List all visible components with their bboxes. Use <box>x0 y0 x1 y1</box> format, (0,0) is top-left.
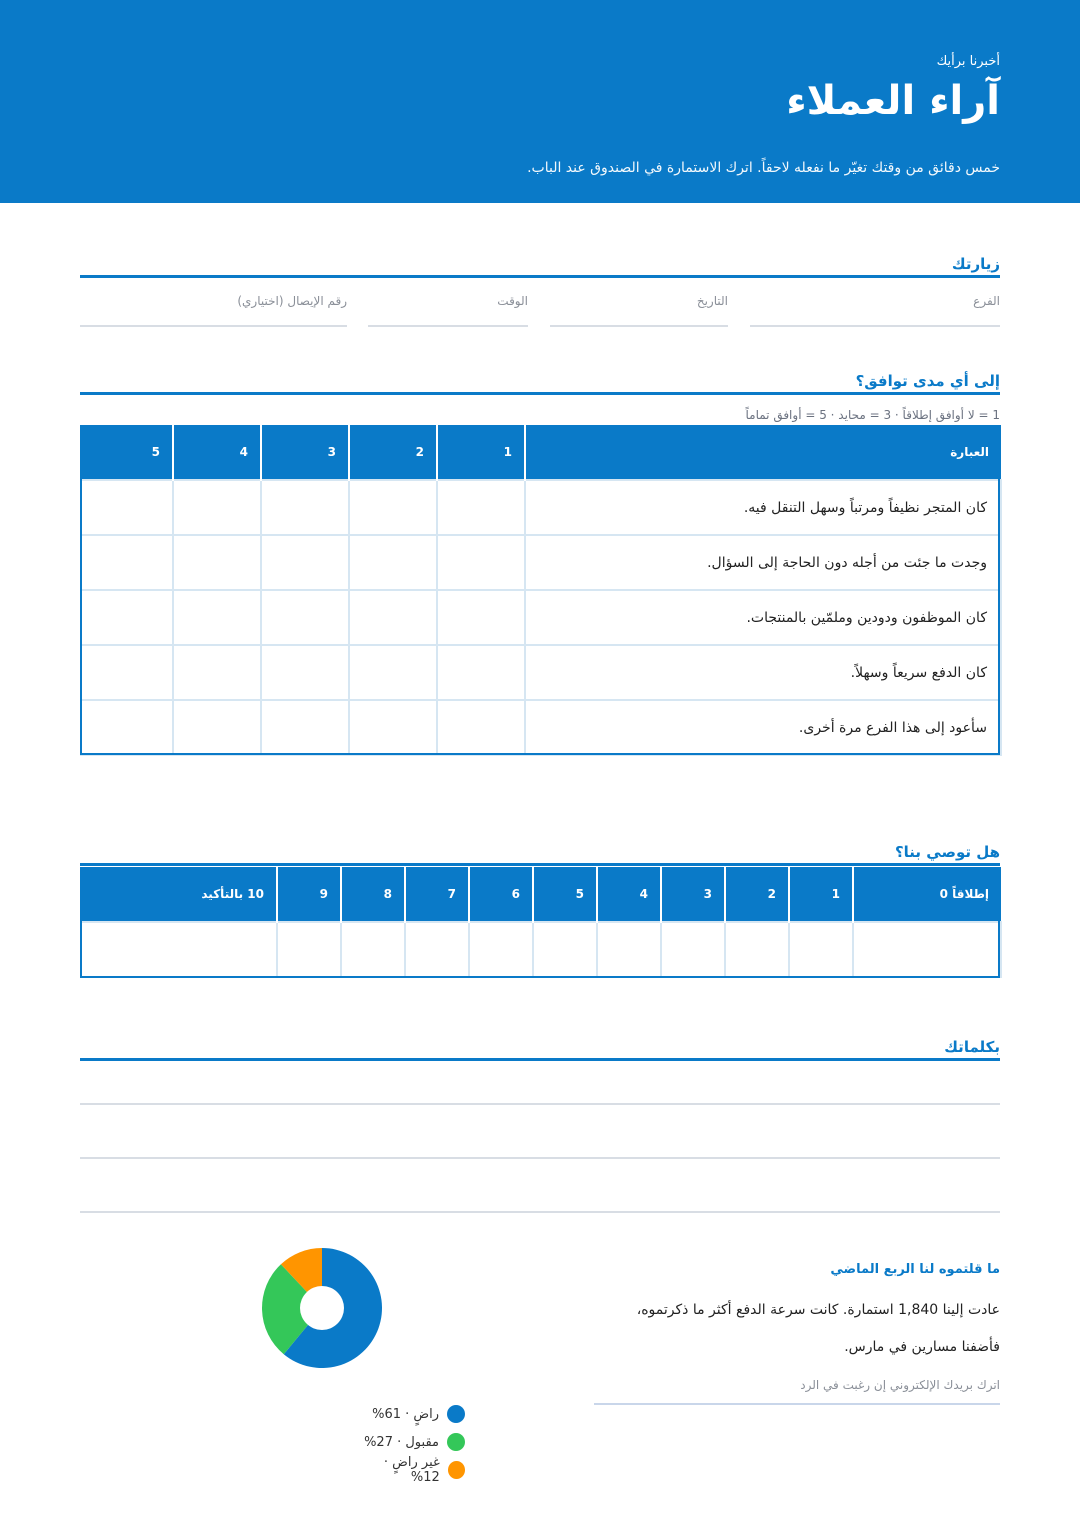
donut-hole <box>300 1286 344 1330</box>
nps-cell[interactable] <box>81 922 277 977</box>
legend-dot-dissatisfied <box>448 1461 465 1479</box>
nps-label-10: 10 بالتأكيد <box>81 867 277 922</box>
scale-header-5: 5 <box>81 425 173 480</box>
nps-label-1: 1 <box>789 867 853 922</box>
date-field[interactable] <box>550 290 728 327</box>
visit-heading-text: زيارتك <box>951 255 1000 273</box>
table-row <box>81 480 1001 535</box>
branch-field-label: الفرع <box>973 294 1000 308</box>
nps-answer-row <box>81 922 1001 977</box>
nps-cell[interactable] <box>341 922 405 977</box>
header-subtitle: خمس دقائق من وقتك تغيّر ما نفعله لاحقاً. اترك الاستمارة في الصندوق عند الباب. <box>527 160 1000 176</box>
date-field-label: التاريخ <box>696 294 728 308</box>
nps-label-8: 8 <box>341 867 405 922</box>
scale-note: 1 = لا أوافق إطلاقاً · 3 = محايد · 5 = أوافق تماماً <box>745 408 1000 422</box>
nps-cell[interactable] <box>405 922 469 977</box>
agreement-section-heading <box>80 372 1000 395</box>
branch-field[interactable] <box>750 290 1000 327</box>
email-label: اترك بريدك الإلكتروني إن رغبت في الرد <box>800 1378 1000 1392</box>
legend-dot-acceptable <box>447 1433 465 1451</box>
legend-dot-satisfied <box>447 1405 465 1423</box>
email-field[interactable] <box>594 1403 1000 1405</box>
rating-cell[interactable] <box>261 645 349 700</box>
statement-cell: وجدت ما جئت من أجله دون الحاجة إلى السؤال. <box>525 535 1001 590</box>
nps-cell[interactable] <box>277 922 341 977</box>
legend-label-acceptable: مقبول · 27% <box>364 1434 439 1450</box>
scale-header-2: 2 <box>349 425 437 480</box>
rating-cell[interactable] <box>261 700 349 755</box>
rating-cell[interactable] <box>437 535 525 590</box>
previous-quarter-title: ما قلتموه لنا الربع الماضي <box>830 1262 1000 1277</box>
legend-item <box>355 1400 465 1428</box>
comments-section-heading <box>80 1037 1000 1061</box>
legend-label-dissatisfied: غير راضٍ · 12% <box>383 1455 440 1485</box>
comment-line[interactable] <box>80 1157 1000 1159</box>
satisfaction-donut-chart <box>262 1248 382 1368</box>
header-eyebrow: أخبرنا برأيك <box>936 54 1000 69</box>
rating-cell[interactable] <box>349 480 437 535</box>
scale-header-4: 4 <box>173 425 261 480</box>
statement-cell: كان الموظفون ودودين وملمّين بالمنتجات. <box>525 590 1001 645</box>
agreement-table <box>80 425 1002 756</box>
table-row <box>81 645 1001 700</box>
receipt-field-label: رقم الإيصال (اختياري) <box>237 294 347 308</box>
comment-line[interactable] <box>80 1211 1000 1213</box>
nps-heading-text: هل توصي بنا؟ <box>894 843 1000 861</box>
nps-cell[interactable] <box>661 922 725 977</box>
nps-cell[interactable] <box>533 922 597 977</box>
statement-cell: كان المتجر نظيفاً ومرتباً وسهل التنقل فيه. <box>525 480 1001 535</box>
nps-cell[interactable] <box>789 922 853 977</box>
nps-section-heading <box>80 843 1000 866</box>
rating-cell[interactable] <box>81 645 173 700</box>
previous-quarter-body: عادت إلينا 1,840 استمارة. كانت سرعة الدفع أكثر ما ذكرتموه، فأضفنا مسارين في مارس. <box>636 1302 1000 1355</box>
nps-label-7: 7 <box>405 867 469 922</box>
nps-label-2: 2 <box>725 867 789 922</box>
rating-cell[interactable] <box>173 590 261 645</box>
scale-header-3: 3 <box>261 425 349 480</box>
nps-label-4: 4 <box>597 867 661 922</box>
rating-cell[interactable] <box>173 535 261 590</box>
nps-cell[interactable] <box>853 922 1001 977</box>
comment-line[interactable] <box>80 1103 1000 1105</box>
header-banner <box>0 0 1080 203</box>
rating-cell[interactable] <box>437 645 525 700</box>
receipt-number-field[interactable] <box>80 290 347 327</box>
page-title: آراء العملاء <box>786 78 1000 124</box>
rating-cell[interactable] <box>349 645 437 700</box>
rating-cell[interactable] <box>261 535 349 590</box>
table-row <box>81 700 1001 755</box>
nps-cell[interactable] <box>725 922 789 977</box>
rating-cell[interactable] <box>349 535 437 590</box>
rating-cell[interactable] <box>437 480 525 535</box>
rating-cell[interactable] <box>261 480 349 535</box>
legend-item <box>355 1456 465 1484</box>
table-row <box>81 535 1001 590</box>
nps-cell[interactable] <box>469 922 533 977</box>
legend-item <box>355 1428 465 1456</box>
nps-label-5: 5 <box>533 867 597 922</box>
rating-cell[interactable] <box>173 645 261 700</box>
legend-label-satisfied: راضٍ · 61% <box>372 1406 439 1422</box>
nps-label-0: إطلاقاً 0 <box>853 867 1001 922</box>
time-field-label: الوقت <box>497 294 528 308</box>
rating-cell[interactable] <box>173 700 261 755</box>
rating-cell[interactable] <box>349 590 437 645</box>
nps-label-6: 6 <box>469 867 533 922</box>
nps-label-3: 3 <box>661 867 725 922</box>
scale-header-1: 1 <box>437 425 525 480</box>
statement-cell: سأعود إلى هذا الفرع مرة أخرى. <box>525 700 1001 755</box>
rating-cell[interactable] <box>81 535 173 590</box>
statement-column-header: العبارة <box>525 425 1001 480</box>
rating-cell[interactable] <box>261 590 349 645</box>
nps-cell[interactable] <box>597 922 661 977</box>
rating-cell[interactable] <box>173 480 261 535</box>
rating-cell[interactable] <box>81 590 173 645</box>
time-field[interactable] <box>368 290 528 327</box>
rating-cell[interactable] <box>81 700 173 755</box>
comments-heading-text: بكلماتك <box>944 1038 1000 1056</box>
rating-cell[interactable] <box>437 700 525 755</box>
agreement-heading-text: إلى أي مدى توافق؟ <box>855 372 1000 390</box>
table-row <box>81 590 1001 645</box>
nps-header-row <box>81 867 1001 922</box>
rating-cell[interactable] <box>349 700 437 755</box>
nps-table <box>80 867 1002 978</box>
rating-cell[interactable] <box>437 590 525 645</box>
visit-section-heading <box>80 256 1000 278</box>
nps-label-9: 9 <box>277 867 341 922</box>
statement-cell: كان الدفع سريعاً وسهلاً. <box>525 645 1001 700</box>
chart-legend <box>355 1400 465 1484</box>
agreement-header-row <box>81 425 1001 480</box>
rating-cell[interactable] <box>81 480 173 535</box>
